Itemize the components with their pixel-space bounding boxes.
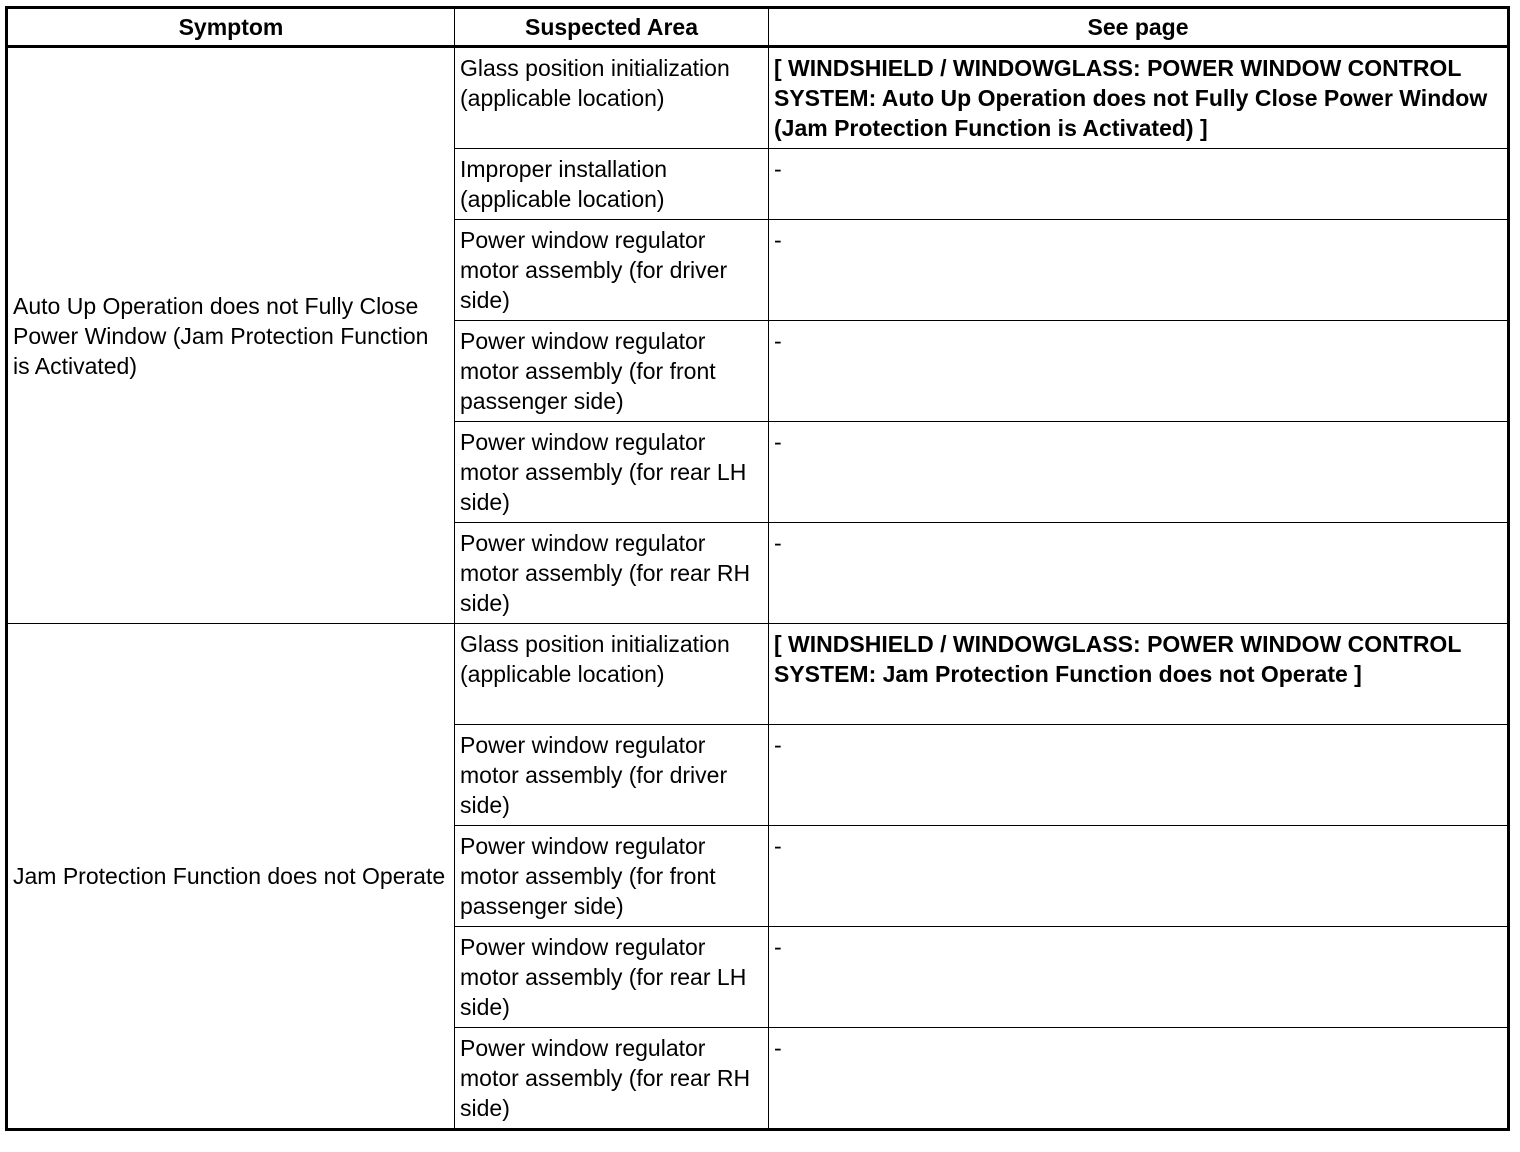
see-page-cell: -	[769, 422, 1509, 523]
see-page-cell: -	[769, 523, 1509, 624]
suspected-area-cell: Glass position initialization (applicable location)	[455, 47, 769, 149]
see-page-cell: -	[769, 826, 1509, 927]
suspected-area-cell: Power window regulator motor assembly (for rear RH side)	[455, 1028, 769, 1130]
see-page-cell: -	[769, 220, 1509, 321]
suspected-area-cell: Power window regulator motor assembly (for front passenger side)	[455, 321, 769, 422]
suspected-area-cell: Power window regulator motor assembly (for front passenger side)	[455, 826, 769, 927]
see-page-cell: -	[769, 927, 1509, 1028]
table-row	[7, 47, 1509, 149]
suspected-area-cell: Power window regulator motor assembly (for rear LH side)	[455, 422, 769, 523]
header-suspected-area: Suspected Area	[455, 8, 769, 47]
diagnosis-table	[5, 6, 1510, 1131]
suspected-area-cell: Improper installation (applicable location)	[455, 149, 769, 220]
table-row	[7, 624, 1509, 725]
header-symptom: Symptom	[7, 8, 455, 47]
suspected-area-cell: Power window regulator motor assembly (for driver side)	[455, 725, 769, 826]
suspected-area-cell: Glass position initialization (applicable location)	[455, 624, 769, 725]
see-page-link[interactable]: [ WINDSHIELD / WINDOWGLASS: POWER WINDOW CONTROL SYSTEM: Auto Up Operation does not Fully Close Power Window (Jam Protection Function is Activated) ]	[769, 47, 1509, 149]
see-page-cell: -	[769, 149, 1509, 220]
see-page-cell: -	[769, 1028, 1509, 1130]
see-page-cell: -	[769, 725, 1509, 826]
see-page-cell: -	[769, 321, 1509, 422]
suspected-area-cell: Power window regulator motor assembly (for driver side)	[455, 220, 769, 321]
suspected-area-cell: Power window regulator motor assembly (for rear RH side)	[455, 523, 769, 624]
header-row	[7, 8, 1509, 47]
symptom-cell: Auto Up Operation does not Fully Close Power Window (Jam Protection Function is Activated)	[7, 47, 455, 624]
symptom-cell: Jam Protection Function does not Operate	[7, 624, 455, 1130]
suspected-area-cell: Power window regulator motor assembly (for rear LH side)	[455, 927, 769, 1028]
see-page-link[interactable]: [ WINDSHIELD / WINDOWGLASS: POWER WINDOW CONTROL SYSTEM: Jam Protection Function does not Operate ]	[769, 624, 1509, 725]
header-see-page: See page	[769, 8, 1509, 47]
